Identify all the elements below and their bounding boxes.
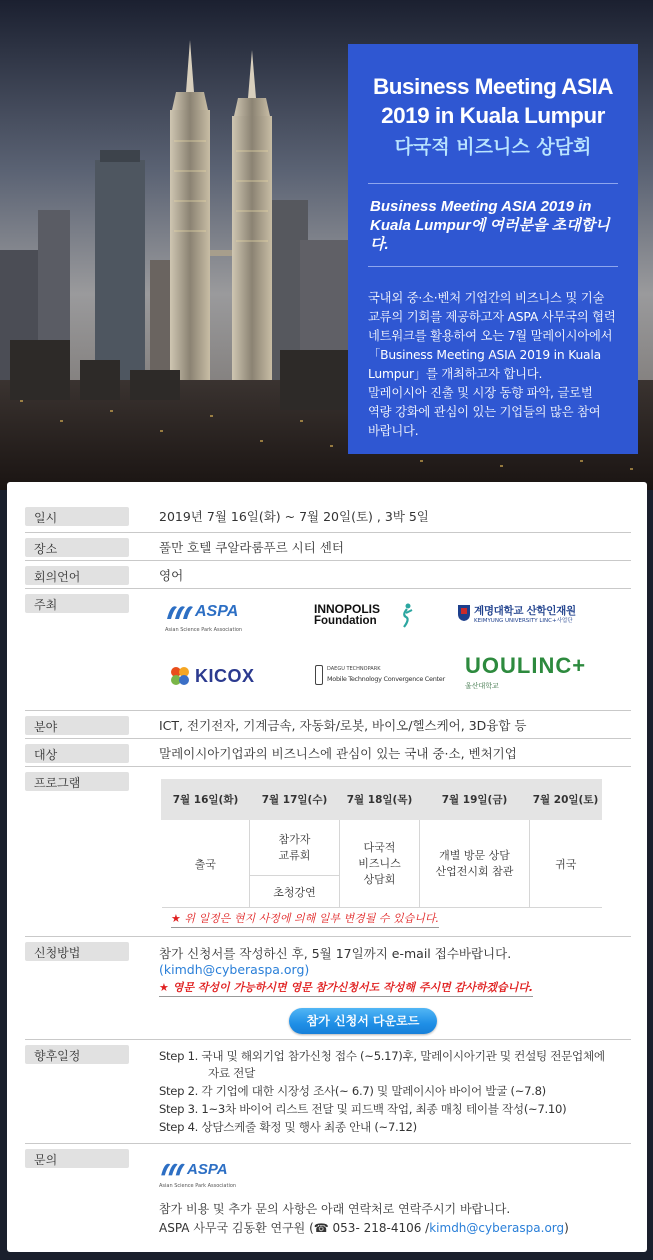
invitation-line2: Kuala Lumpur에 여러분을 초대합니다. xyxy=(370,217,610,253)
label-program: 프로그램 xyxy=(25,772,129,791)
day-header: 7월 16일(화) xyxy=(162,780,250,820)
schedule-header-row xyxy=(162,780,602,820)
keimyung-logo-line1: 계명대학교 산학인재원 xyxy=(474,605,576,617)
download-application-button[interactable]: 참가 신청서 다운로드 xyxy=(289,1008,437,1034)
kicox-logo xyxy=(169,663,269,693)
daegu-technopark-logo xyxy=(315,663,455,689)
event-subtitle: 다국적 비즈니스 상담회 xyxy=(394,136,592,158)
row-contact xyxy=(25,1144,631,1244)
contact-instruction: 참가 비용 및 추가 문의 사항은 아래 연락처로 연락주시기 바랍니다. xyxy=(159,1202,511,1216)
label-target: 대상 xyxy=(25,744,129,763)
intro-line: Lumpur」를 개최하고자 합니다. xyxy=(368,367,543,381)
aspa-emblem-icon xyxy=(159,1159,187,1179)
activity-line: 다국적 xyxy=(363,840,396,854)
label-date: 일시 xyxy=(25,507,129,526)
activity-line: 개별 방문 상담 xyxy=(439,848,510,862)
aspa-logo-text: ASPA xyxy=(187,1161,228,1178)
apply-email[interactable]: (kimdh@cyberaspa.org) xyxy=(159,962,310,977)
day1-activity: 출국 xyxy=(162,820,250,908)
label-apply: 신청방법 xyxy=(25,942,129,961)
hero-banner xyxy=(0,0,653,490)
intro-line: 바랍니다. xyxy=(368,424,419,438)
event-intro-panel xyxy=(348,44,638,454)
activity-line: 상담회 xyxy=(363,872,396,886)
innopolis-logo-line2: Foundation xyxy=(314,615,377,627)
step-1-continued: 자료 전달 xyxy=(208,1066,255,1080)
divider xyxy=(368,183,618,184)
daegu-logo-line2: Mobile Technology Convergence Center xyxy=(327,675,445,683)
aspa-logo xyxy=(165,597,265,637)
intro-line: 「Business Meeting ASIA 2019 in Kuala xyxy=(368,348,601,362)
apply-english-note xyxy=(159,979,533,997)
row-program xyxy=(25,767,631,937)
innopolis-logo-line1: INNOPOLIS xyxy=(314,602,381,616)
activity-line: 비즈니스 xyxy=(358,856,401,870)
step-3: Step 3. 1~3차 바이어 리스트 전달 및 피드백 작업, 최종 매칭 테이블 작성(~7.10) xyxy=(159,1102,567,1116)
value-date: 2019년 7월 16일(화) ~ 7월 20일(토) , 3박 5일 xyxy=(159,509,429,524)
apply-instruction: 참가 신청서를 작성하신 후, 5월 17일까지 e-mail 접수바랍니다. xyxy=(159,946,512,961)
step-4: Step 4. 상담스케줄 확정 및 행사 최종 안내 (~7.12) xyxy=(159,1120,417,1134)
schedule-row xyxy=(162,820,602,876)
value-language: 영어 xyxy=(159,568,184,583)
day-header: 7월 19일(금) xyxy=(420,780,530,820)
day3-activity xyxy=(340,820,420,908)
day2-activity-exchange xyxy=(250,820,340,876)
row-apply xyxy=(25,937,631,1040)
schedule-change-note xyxy=(171,910,439,928)
value-field: ICT, 전기전자, 기계금속, 자동화/로봇, 바이오/헬스케어, 3D융합 등 xyxy=(159,718,527,733)
intro-body xyxy=(368,289,618,441)
contact-details xyxy=(159,1219,569,1236)
keimyung-logo xyxy=(457,603,617,629)
invitation-text xyxy=(370,197,618,254)
contact-person: ASPA 사무국 김동환 연구원 (☎ 053- 218-4106 / xyxy=(159,1221,430,1235)
step-1: Step 1. 국내 및 해외기업 참가신청 접수 (~5.17)후, 말레이시아기관 및 컨설팅 전문업체에 xyxy=(159,1049,605,1063)
intro-line: 교류의 기회를 제공하고자 ASPA 사무국의 협력 xyxy=(368,310,616,324)
label-field: 분야 xyxy=(25,716,129,735)
keimyung-emblem-icon xyxy=(457,604,471,622)
day5-activity: 귀국 xyxy=(530,820,602,908)
intro-line: 말레이시아 진출 및 시장 동향 파악, 글로벌 xyxy=(368,386,593,400)
contact-close-paren: ) xyxy=(564,1221,569,1235)
row-venue xyxy=(25,533,631,561)
kicox-emblem-icon xyxy=(169,665,191,687)
aspa-emblem-icon xyxy=(165,601,195,623)
aspa-contact-logo xyxy=(159,1156,249,1192)
event-title-line2: 2019 in Kuala Lumpur xyxy=(381,103,605,128)
label-schedule: 향후일정 xyxy=(25,1045,129,1064)
label-hosts: 주최 xyxy=(25,594,129,613)
row-hosts xyxy=(25,589,631,711)
event-details-card xyxy=(7,482,647,1252)
keimyung-logo-line2: KEIMYUNG UNIVERSITY LINC+사업단 xyxy=(474,618,573,624)
invitation-line1: Business Meeting ASIA 2019 in xyxy=(370,198,592,215)
mobile-device-icon xyxy=(315,665,323,685)
label-venue: 장소 xyxy=(25,538,129,557)
contact-email[interactable]: kimdh@cyberaspa.org xyxy=(429,1221,565,1235)
value-target: 말레이시아기업과의 비즈니스에 관심이 있는 국내 중·소, 벤처기업 xyxy=(159,746,517,761)
event-title xyxy=(368,72,618,130)
event-title-line1: Business Meeting ASIA xyxy=(373,74,613,99)
label-language: 회의언어 xyxy=(25,566,129,585)
ulsan-linc-logo xyxy=(465,653,587,697)
row-field xyxy=(25,711,631,739)
ulsan-logo-main: UOULINC+ xyxy=(465,653,587,678)
day-header: 7월 17일(수) xyxy=(250,780,340,820)
aspa-logo-text: ASPA xyxy=(195,603,239,620)
daegu-logo-line1: DAEGU TECHNOPARK xyxy=(327,666,381,672)
innopolis-figure-icon xyxy=(398,603,414,629)
intro-line: 역량 강화에 관심이 있는 기업들의 많은 참여 xyxy=(368,405,601,419)
activity-line: 참가자 xyxy=(278,832,311,846)
aspa-logo-subtext: Asian Science Park Association xyxy=(165,627,243,633)
row-target xyxy=(25,739,631,767)
aspa-logo-subtext: Asian Science Park Association xyxy=(159,1183,237,1189)
intro-line: 네트워크를 활용하여 오는 7월 말레이시아에서 xyxy=(368,329,613,343)
divider xyxy=(368,266,618,267)
value-venue: 풀만 호텔 쿠알라룸푸르 시티 센터 xyxy=(159,540,344,555)
innopolis-logo xyxy=(314,603,424,633)
day4-activity xyxy=(420,820,530,908)
program-schedule-table xyxy=(161,779,602,908)
row-date xyxy=(25,502,631,533)
day2-activity-lecture: 초청강연 xyxy=(250,876,340,908)
ulsan-logo-sub: 울산대학교 xyxy=(465,682,499,690)
row-schedule xyxy=(25,1040,631,1144)
day-header: 7월 18일(목) xyxy=(340,780,420,820)
schedule-note-text: ★ 위 일정은 현지 사정에 의해 일부 변경될 수 있습니다. xyxy=(171,910,439,928)
apply-note-text: ★ 영문 작성이 가능하시면 영문 참가신청서도 작성해 주시면 감사하겠습니다. xyxy=(159,979,533,997)
activity-line: 산업전시회 참관 xyxy=(435,864,514,878)
intro-line: 국내외 중·소·벤처 기업간의 비즈니스 및 기술 xyxy=(368,291,605,305)
activity-line: 교류회 xyxy=(278,848,311,862)
kicox-logo-text: KICOX xyxy=(195,666,255,686)
step-2: Step 2. 각 기업에 대한 시장성 조사(~ 6.7) 및 말레이시아 바이어 발굴 (~7.8) xyxy=(159,1084,546,1098)
label-contact: 문의 xyxy=(25,1149,129,1168)
row-language xyxy=(25,561,631,589)
day-header: 7월 20일(토) xyxy=(530,780,602,820)
